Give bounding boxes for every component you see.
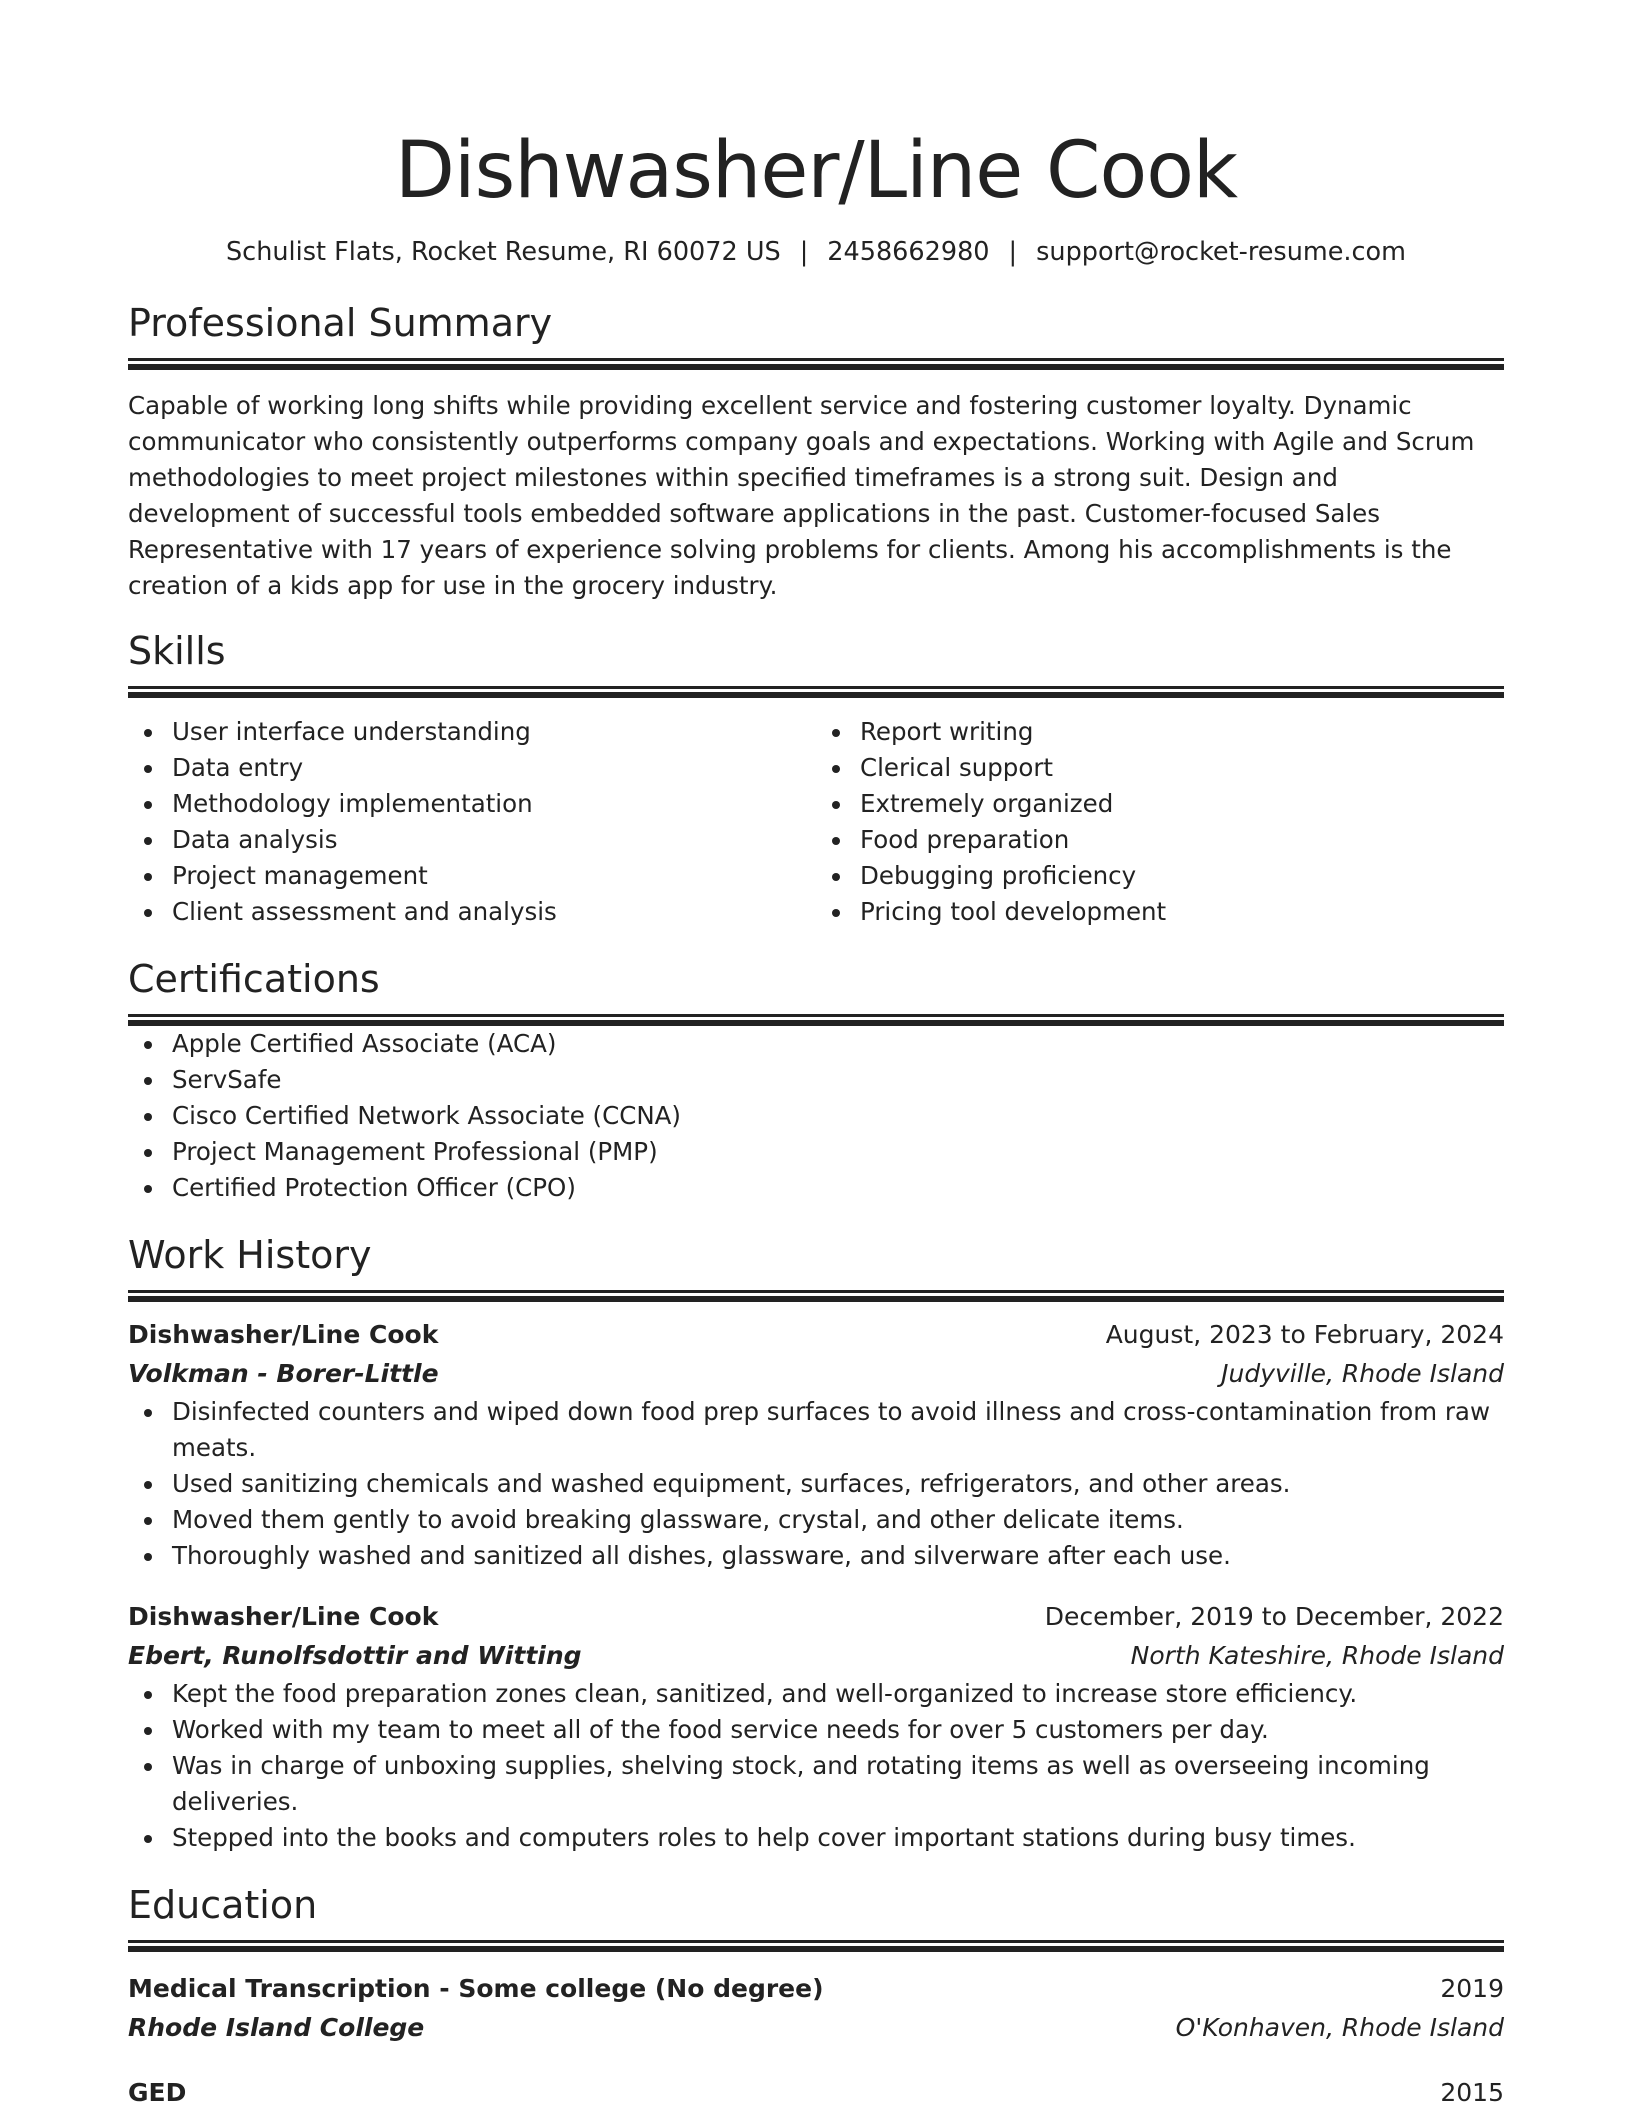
section-divider [128, 358, 1504, 370]
section-divider [128, 686, 1504, 698]
list-item: Disinfected counters and wiped down food prep surfaces to avoid illness and cross-contamination from raw meats. [128, 1394, 1504, 1466]
work-history-section [128, 1232, 1504, 1856]
skills-section [128, 628, 1504, 930]
education-header [128, 1970, 1504, 2008]
education-header [128, 2074, 1504, 2112]
list-item: Certified Protection Officer (CPO) [128, 1170, 1504, 1206]
job-dates: December, 2019 to December, 2022 [1044, 1602, 1504, 1631]
education-year: 2015 [1440, 2078, 1504, 2107]
job-header [128, 1598, 1504, 1636]
skills-list-left [128, 714, 816, 930]
certifications-section [128, 956, 1504, 1206]
certifications-list [128, 1026, 1504, 1206]
job-title: Dishwasher/Line Cook [128, 1602, 439, 1631]
list-item: Moved them gently to avoid breaking glassware, crystal, and other delicate items. [128, 1502, 1504, 1538]
education-school: Rhode Island College [128, 2013, 425, 2042]
list-item: Report writing [816, 714, 1504, 750]
contact-address: Schulist Flats, Rocket Resume, RI 60072 US [226, 237, 781, 267]
job-company: Volkman - Borer-Little [128, 1359, 439, 1388]
job-header [128, 1316, 1504, 1354]
section-title-education: Education [128, 1883, 318, 1927]
section-title-certifications: Certifications [128, 957, 380, 1001]
list-item: Debugging proficiency [816, 858, 1504, 894]
job-subheader [128, 1354, 1504, 1394]
skills-grid [128, 714, 1504, 930]
list-item: Kept the food preparation zones clean, sanitized, and well-organized to increase store efficiency. [128, 1676, 1504, 1712]
job-bullets [128, 1394, 1504, 1574]
section-title-summary: Professional Summary [128, 301, 553, 345]
job-location: North Kateshire, Rhode Island [1130, 1641, 1504, 1670]
summary-section [128, 300, 1504, 604]
list-item: Clerical support [816, 750, 1504, 786]
list-item: Extremely organized [816, 786, 1504, 822]
list-item: User interface understanding [128, 714, 816, 750]
list-item: Was in charge of unboxing supplies, shelving stock, and rotating items as well as overseeing incoming deliveries. [128, 1748, 1504, 1820]
education-degree: GED [128, 2078, 187, 2107]
education-entry [128, 1970, 1504, 2048]
candidate-name: Dishwasher/Line Cook [394, 126, 1238, 216]
section-divider [128, 1014, 1504, 1026]
list-item: Apple Certified Associate (ACA) [128, 1026, 1504, 1062]
education-degree: Medical Transcription - Some college (No degree) [128, 1974, 824, 2003]
contact-email: support@rocket-resume.com [1036, 237, 1406, 267]
education-section [128, 1882, 1504, 2112]
list-item: Food preparation [816, 822, 1504, 858]
skills-list-right [816, 714, 1504, 930]
summary-text: Capable of working long shifts while providing excellent service and fostering customer loyalty. Dynamic communicator who consistently outperforms company goals and expectations. Working with Agile and Scrum methodologies to meet project milestones within specified timeframes is a strong suit. Design and development of successful tools embedded software applications in the past. Customer-focused Sales Representative with 17 years of experience solving problems for clients. Among his accomplishments is the creation of a kids app for use in the grocery industry. [128, 391, 1475, 600]
job-title: Dishwasher/Line Cook [128, 1320, 439, 1349]
list-item: Pricing tool development [816, 894, 1504, 930]
section-title-work-history: Work History [128, 1233, 372, 1277]
list-item: Stepped into the books and computers roles to help cover important stations during busy times. [128, 1820, 1504, 1856]
list-item: ServSafe [128, 1062, 1504, 1098]
job-entry [128, 1598, 1504, 1856]
contact-separator: | [799, 237, 809, 267]
education-location: O'Konhaven, Rhode Island [1175, 2013, 1504, 2042]
contact-line [128, 234, 1504, 270]
education-year: 2019 [1440, 1974, 1504, 2003]
section-divider [128, 1940, 1504, 1952]
list-item: Data analysis [128, 822, 816, 858]
contact-phone: 2458662980 [827, 237, 990, 267]
list-item: Cisco Certified Network Associate (CCNA) [128, 1098, 1504, 1134]
contact-separator: | [1008, 237, 1018, 267]
list-item: Project Management Professional (PMP) [128, 1134, 1504, 1170]
job-company: Ebert, Runolfsdottir and Witting [128, 1641, 582, 1670]
list-item: Worked with my team to meet all of the food service needs for over 5 customers per day. [128, 1712, 1504, 1748]
section-divider [128, 1290, 1504, 1302]
list-item: Used sanitizing chemicals and washed equipment, surfaces, refrigerators, and other areas. [128, 1466, 1504, 1502]
job-location: Judyville, Rhode Island [1221, 1359, 1504, 1388]
education-entry [128, 2074, 1504, 2112]
job-subheader [128, 1636, 1504, 1676]
job-entry [128, 1316, 1504, 1574]
job-dates: August, 2023 to February, 2024 [1105, 1320, 1504, 1349]
list-item: Thoroughly washed and sanitized all dishes, glassware, and silverware after each use. [128, 1538, 1504, 1574]
list-item: Data entry [128, 750, 816, 786]
education-subheader [128, 2008, 1504, 2048]
list-item: Project management [128, 858, 816, 894]
job-bullets [128, 1676, 1504, 1856]
section-title-skills: Skills [128, 629, 226, 673]
list-item: Methodology implementation [128, 786, 816, 822]
list-item: Client assessment and analysis [128, 894, 816, 930]
